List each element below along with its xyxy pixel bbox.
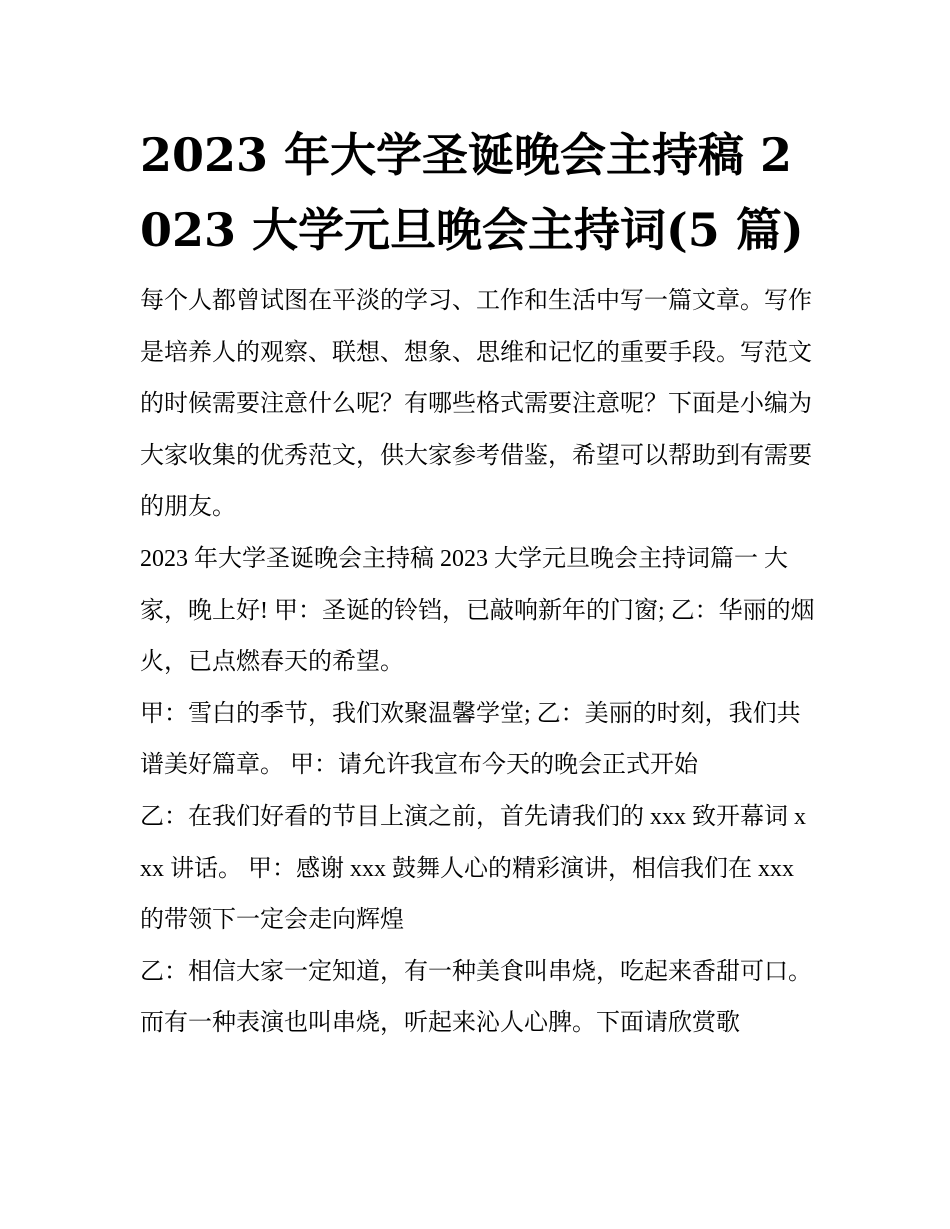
paragraph-season: 甲：雪白的季节，我们欢聚温馨学堂; 乙：美丽的时刻，我们共谱美好篇章。 甲：请允许我宣布今天的晚会正式开始 (140, 700, 801, 779)
paragraph-intro: 每个人都曾试图在平淡的学习、工作和生活中写一篇文章。写作是培养人的观察、联想、想象、思维和记忆的重要手段。写范文的时候需要注意什么呢？有哪些格式需要注意呢？下面是小编为大家收集的优秀范文，供大家参考借鉴，希望可以帮助到有需要的朋友。 (140, 288, 812, 521)
paragraph-speech: 乙：在我们好看的节目上演之前，首先请我们的 xxx 致开幕词 xxx 讲话。 甲：感谢 xxx 鼓舞人心的精彩演讲，相信我们在 xxx 的带领下一定会走向辉煌 (140, 803, 806, 934)
paragraph-medley: 乙：相信大家一定知道，有一种美食叫串烧，吃起来香甜可口。而有一种表演也叫串烧，听起来沁人心脾。下面请欣赏歌 (140, 958, 812, 1037)
document-page (140, 118, 815, 1050)
document-title: 2023 年大学圣诞晚会主持稿 2023 大学元旦晚会主持词(5 篇) (140, 128, 804, 257)
paragraph-opening: 2023 年大学圣诞晚会主持稿 2023 大学元旦晚会主持词篇一 大家，晚上好! 甲：圣诞的铃铛，已敲响新年的门窗; 乙：华丽的烟火，已点燃春天的希望。 (140, 545, 815, 676)
